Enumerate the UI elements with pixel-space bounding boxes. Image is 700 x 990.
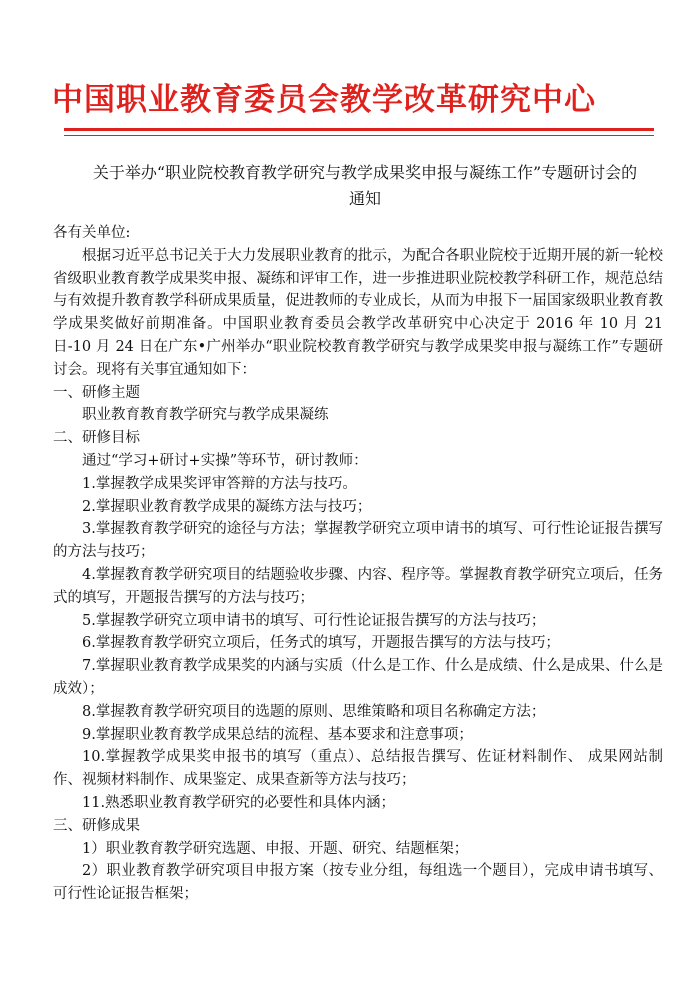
goal-item: 11.熟悉职业教育教学研究的必要性和具体内涵； (82, 794, 396, 811)
intro-paragraph: 根据习近平总书记关于大力发展职业教育的批示，为配合各职业院校于近期开展的新一轮校省级职业教育教学成果奖申报、凝练和评审工作，进一步推进职业院校教学科研工作，规范总结与有效提升教育教学科研成果质量，促进教师的专业成长，从而为申报下一届国家级职业教育教学成果奖做好前期准备。中国职业教育委员会教学改革研究中心决定于 2016 年 10 月 21 日-10 月 24 日在广东•广州举办“职业院校教育教学研究与教学成果奖申报与凝练工作”专题研讨会。现将有关事宜通知如下： (53, 247, 663, 378)
section-heading-theme: 一、研修主题 (53, 384, 140, 401)
notice-title: 关于举办“职业院校教育教学研究与教学成果奖申报与凝练工作”专题研讨会的通知 (92, 163, 638, 208)
goal-item: 4.掌握教育教学研究项目的结题验收步骤、内容、程序等。掌握教育教学研究立项后，任务式的填写，开题报告撰写的方法与技巧； (53, 566, 663, 606)
goal-item: 10.掌握教学成果奖申报书的填写（重点）、总结报告撰写、佐证材料制作、 成果网站制作、视频材料制作、成果鉴定、成果查新等方法与技巧； (53, 749, 663, 789)
goal-item: 9.掌握职业教育教学成果总结的流程、基本要求和注意事项； (82, 726, 473, 743)
goal-item: 2.掌握职业教育教学成果的凝练方法与技巧； (82, 498, 372, 515)
goal-item: 1.掌握教学成果奖评审答辩的方法与技巧。 (82, 475, 357, 492)
outcome-item: 2）职业教育教学研究项目申报方案（按专业分组，每组选一个题目），完成申请书填写、可行性论证报告框架； (53, 863, 663, 903)
salutation: 各有关单位: (53, 225, 131, 241)
outcome-item: 1）职业教育教学研究选题、申报、开题、研究、结题框架； (82, 840, 469, 857)
notice-body (53, 222, 663, 906)
goal-item: 8.掌握教育教学研究项目的选题的原则、思维策略和项目名称确定方法； (82, 703, 546, 720)
goal-item: 3.掌握教育教学研究的途径与方法；掌握教学研究立项申请书的填写、可行性论证报告撰写的方法与技巧； (53, 521, 663, 561)
letterhead-rule-thick (64, 128, 654, 131)
org-letterhead: 中国职业教育委员会教学改革研究中心 (52, 82, 596, 118)
section-theme-content: 职业教育教育教学研究与教学成果凝练 (82, 407, 329, 424)
letterhead-rule-thin (64, 135, 654, 136)
section-heading-goals: 二、研修目标 (53, 430, 140, 447)
goal-item: 7.掌握职业教育教学成果奖的内涵与实质（什么是工作、什么是成绩、什么是成果、什么是成效）； (53, 658, 663, 697)
goal-item: 5.掌握教学研究立项申请书的填写、可行性论证报告撰写的方法与技巧； (82, 612, 546, 629)
section-heading-outcomes: 三、研修成果 (53, 817, 140, 834)
goals-lead: 通过“学习+研讨+实操”等环节，研讨教师： (82, 452, 368, 469)
goal-item: 6.掌握教育教学研究立项后，任务式的填写，开题报告撰写的方法与技巧； (82, 635, 560, 652)
